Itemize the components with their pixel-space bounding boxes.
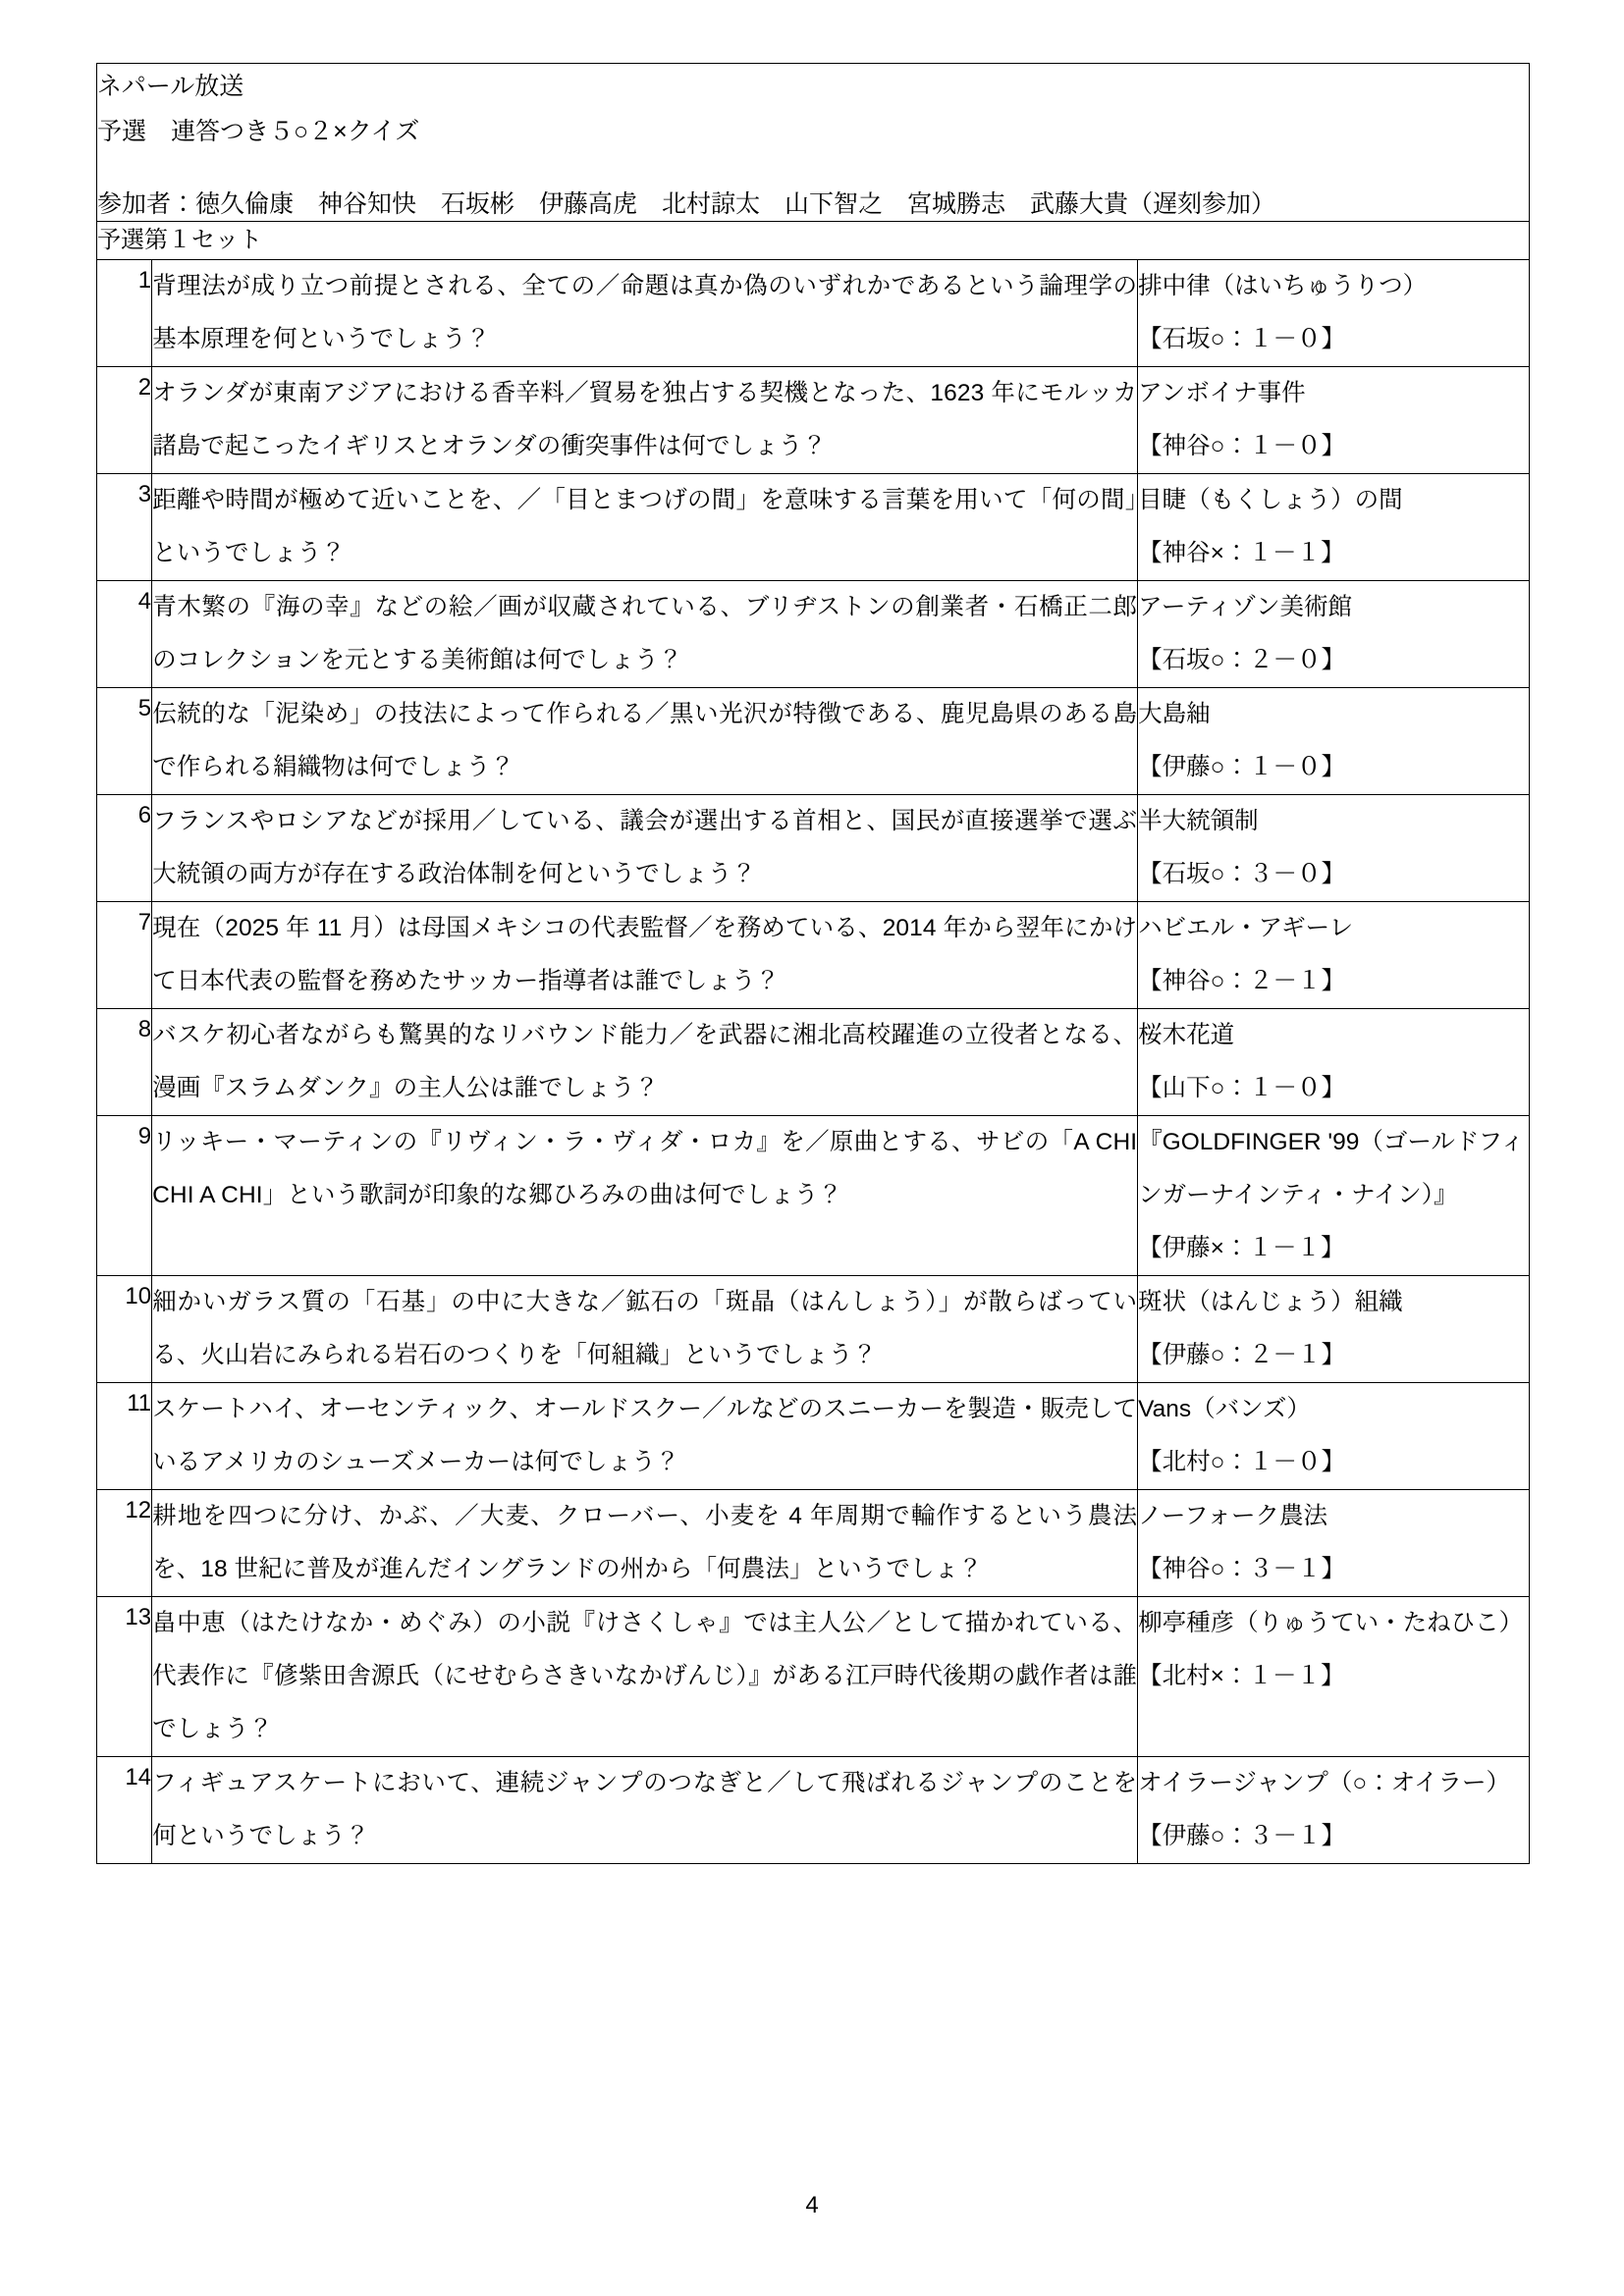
set-title-row: [97, 222, 1530, 260]
question-row: [97, 581, 1530, 688]
question-number: 14: [97, 1757, 152, 1864]
answer-cell: [1138, 260, 1530, 367]
question-text: フランスやロシアなどが採用／している、議会が選出する首相と、国民が直接選挙で選ぶ大統領の両方が存在する政治体制を何というでしょう？: [152, 795, 1138, 902]
question-text: 現在（2025 年 11 月）は母国メキシコの代表監督／を務めている、2014 年から翌年にかけて日本代表の監督を務めたサッカー指導者は誰でしょう？: [152, 902, 1138, 1009]
quiz-table-body: [97, 64, 1530, 260]
score-annotation: 【神谷×：１－１】: [1138, 540, 1345, 566]
question-text: リッキー・マーティンの『リヴィン・ラ・ヴィダ・ロカ』を／原曲とする、サビの「A CHI CHI A CHI」という歌詞が印象的な郷ひろみの曲は何でしょう？: [152, 1116, 1138, 1276]
header-spacer: [97, 154, 1529, 187]
question-row: [97, 474, 1530, 581]
question-row: [97, 688, 1530, 795]
question-row: [97, 1757, 1530, 1864]
question-text: 細かいガラス質の「石基」の中に大きな／鉱石の「斑晶（はんしょう）」が散らばっている、火山岩にみられる岩石のつくりを「何組織」というでしょう？: [152, 1276, 1138, 1383]
question-number: 2: [97, 367, 152, 474]
question-row: [97, 1116, 1530, 1276]
answer-cell: [1138, 795, 1530, 902]
question-row: [97, 367, 1530, 474]
question-text: 畠中恵（はたけなか・めぐみ）の小説『けさくしゃ』では主人公／として描かれている、代表作に『偐紫田舎源氏（にせむらさきいなかげんじ）』がある江戸時代後期の戯作者は誰でしょう？: [152, 1597, 1138, 1757]
set-title-cell: [97, 222, 1530, 260]
question-text: 青木繁の『海の幸』などの絵／画が収蔵されている、ブリヂストンの創業者・石橋正二郎のコレクションを元とする美術館は何でしょう？: [152, 581, 1138, 688]
question-row: [97, 1276, 1530, 1383]
question-text: 距離や時間が極めて近いことを、／「目とまつげの間」を意味する言葉を用いて「何の間」というでしょう？: [152, 474, 1138, 581]
answer-text: 斑状（はんじょう）組織: [1138, 1289, 1403, 1315]
question-row: [97, 902, 1530, 1009]
answer-cell: [1138, 1116, 1530, 1276]
score-annotation: 【伊藤○：２－１】: [1138, 1342, 1345, 1368]
question-row: [97, 1009, 1530, 1116]
question-number: 8: [97, 1009, 152, 1116]
answer-cell: [1138, 581, 1530, 688]
question-row: [97, 1490, 1530, 1597]
score-annotation: 【伊藤×：１－１】: [1138, 1235, 1345, 1261]
score-annotation: 【石坂○：２－０】: [1138, 647, 1345, 673]
question-text: バスケ初心者ながらも驚異的なリバウンド能力／を武器に湘北高校躍進の立役者となる、漫画『スラムダンク』の主人公は誰でしょう？: [152, 1009, 1138, 1116]
question-text: スケートハイ、オーセンティック、オールドスクー／ルなどのスニーカーを製造・販売しているアメリカのシューズメーカーは何でしょう？: [152, 1383, 1138, 1490]
question-row: [97, 1597, 1530, 1757]
set-title-text: 予選第１セット: [97, 227, 262, 253]
question-text: 背理法が成り立つ前提とされる、全ての／命題は真か偽のいずれかであるという論理学の基本原理を何というでしょう？: [152, 260, 1138, 367]
broadcast-title: ネパール放送: [97, 73, 244, 100]
answer-cell: [1138, 367, 1530, 474]
question-number: 3: [97, 474, 152, 581]
document-header-cell: [97, 64, 1530, 222]
answer-text: 目睫（もくしょう）の間: [1138, 487, 1403, 513]
answer-cell: [1138, 688, 1530, 795]
answer-cell: [1138, 1276, 1530, 1383]
answer-text: 排中律（はいちゅうりつ）: [1138, 273, 1428, 299]
round-title: 予選 連答つき５○２×クイズ: [97, 118, 420, 145]
question-number: 9: [97, 1116, 152, 1276]
answer-text: ノーフォーク農法: [1138, 1503, 1327, 1529]
score-annotation: 【北村○：１－０】: [1138, 1449, 1345, 1475]
score-annotation: 【山下○：１－０】: [1138, 1075, 1345, 1101]
question-text: 伝統的な「泥染め」の技法によって作られる／黒い光沢が特徴である、鹿児島県のある島で作られる絹織物は何でしょう？: [152, 688, 1138, 795]
answer-text: 柳亭種彦（りゅうてい・たねひこ）: [1138, 1610, 1524, 1636]
answer-text: アーティゾン美術館: [1138, 594, 1352, 620]
participants-list: 参加者：徳久倫康 神谷知快 石坂彬 伊藤高虎 北村諒太 山下智之 宮城勝志 武藤大貴（遅刻参加）: [97, 190, 1276, 218]
answer-cell: [1138, 1490, 1530, 1597]
question-number: 1: [97, 260, 152, 367]
answer-cell: [1138, 1757, 1530, 1864]
answer-cell: [1138, 474, 1530, 581]
answer-text: オイラージャンプ（○：オイラー）: [1138, 1770, 1511, 1796]
answer-cell: [1138, 1597, 1530, 1757]
score-annotation: 【石坂○：１－０】: [1138, 326, 1345, 352]
question-text: 耕地を四つに分け、かぶ、／大麦、クローバー、小麦を 4 年周期で輪作するという農法を、18 世紀に普及が進んだイングランドの州から「何農法」というでしょ？: [152, 1490, 1138, 1597]
answer-cell: [1138, 1009, 1530, 1116]
question-number: 4: [97, 581, 152, 688]
answer-text: 『GOLDFINGER '99（ゴールドフィンガーナインティ・ナイン）』: [1138, 1129, 1525, 1208]
question-text: フィギュアスケートにおいて、連続ジャンプのつなぎと／して飛ばれるジャンプのことを何というでしょう？: [152, 1757, 1138, 1864]
question-number: 7: [97, 902, 152, 1009]
answer-text: 桜木花道: [1138, 1022, 1235, 1048]
question-row: [97, 795, 1530, 902]
answer-text: 半大統領制: [1138, 808, 1259, 834]
question-row: [97, 1383, 1530, 1490]
question-number: 11: [97, 1383, 152, 1490]
question-rows: [97, 260, 1530, 1864]
answer-text: Vans（バンズ）: [1138, 1396, 1311, 1422]
answer-text: アンボイナ事件: [1138, 380, 1306, 406]
question-number: 5: [97, 688, 152, 795]
question-number: 13: [97, 1597, 152, 1757]
score-annotation: 【石坂○：３－０】: [1138, 861, 1345, 887]
score-annotation: 【北村×：１－１】: [1138, 1663, 1345, 1689]
answer-text: ハビエル・アギーレ: [1138, 915, 1354, 941]
question-text: オランダが東南アジアにおける香辛料／貿易を独占する契機となった、1623 年にモルッカ諸島で起こったイギリスとオランダの衝突事件は何でしょう？: [152, 367, 1138, 474]
question-row: [97, 260, 1530, 367]
answer-text: 大島紬: [1138, 701, 1211, 727]
question-number: 12: [97, 1490, 152, 1597]
page-number: 4: [805, 2192, 819, 2218]
score-annotation: 【神谷○：１－０】: [1138, 433, 1345, 459]
header-row: [97, 64, 1530, 222]
answer-cell: [1138, 902, 1530, 1009]
score-annotation: 【神谷○：２－１】: [1138, 968, 1345, 994]
score-annotation: 【伊藤○：１－０】: [1138, 754, 1345, 780]
answer-cell: [1138, 1383, 1530, 1490]
question-number: 10: [97, 1276, 152, 1383]
score-annotation: 【伊藤○：３－１】: [1138, 1823, 1345, 1849]
score-annotation: 【神谷○：３－１】: [1138, 1556, 1345, 1582]
question-number: 6: [97, 795, 152, 902]
quiz-table: [96, 63, 1530, 1864]
